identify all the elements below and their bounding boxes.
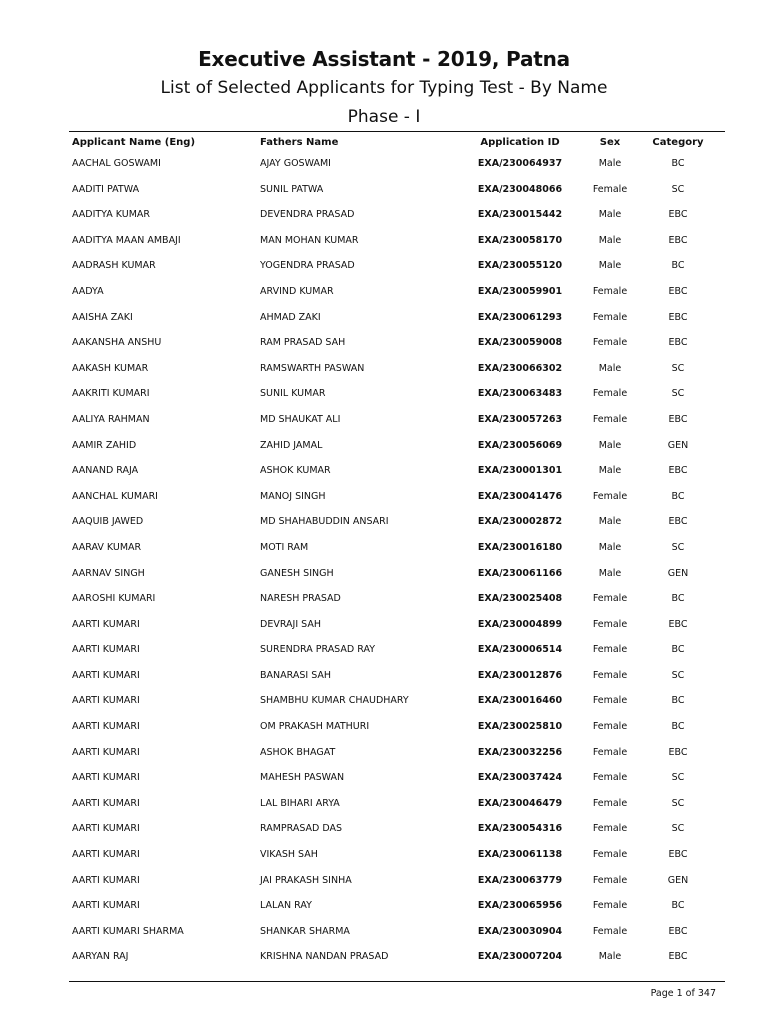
table-header bbox=[0, 137, 768, 151]
category-cell: SC bbox=[671, 669, 685, 681]
sex-cell: Female bbox=[592, 874, 628, 886]
fathers-name-cell: SHAMBHU KUMAR CHAUDHARY bbox=[260, 695, 409, 707]
table-row bbox=[0, 792, 768, 818]
application-id-cell: EXA/230004899 bbox=[477, 618, 563, 630]
category-cell: EBC bbox=[668, 746, 688, 758]
fathers-name-cell: SUNIL PATWA bbox=[260, 183, 324, 195]
applicant-name-cell: AAQUIB JAWED bbox=[72, 516, 144, 528]
table-row bbox=[0, 638, 768, 664]
applicant-name-cell: AARTI KUMARI bbox=[72, 823, 140, 835]
category-cell: GEN bbox=[667, 567, 689, 579]
category-cell: EBC bbox=[668, 413, 688, 425]
header-applicant-name: Applicant Name (Eng) bbox=[72, 137, 196, 148]
table-row bbox=[0, 331, 768, 357]
applicant-name-cell: AADITYA KUMAR bbox=[72, 209, 150, 221]
application-id-cell: EXA/230002872 bbox=[477, 516, 563, 528]
category-cell: BC bbox=[671, 900, 685, 912]
applicant-name-cell: AAMIR ZAHID bbox=[72, 439, 137, 451]
applicant-name-cell: AARTI KUMARI bbox=[72, 618, 140, 630]
application-id-cell: EXA/230012876 bbox=[477, 669, 563, 681]
application-id-cell: EXA/230016460 bbox=[477, 695, 563, 707]
fathers-name-cell: YOGENDRA PRASAD bbox=[260, 260, 355, 272]
applicant-name-cell: AARTI KUMARI bbox=[72, 669, 140, 681]
applicant-name-cell: AARNAV SINGH bbox=[72, 567, 145, 579]
fathers-name-cell: RAMSWARTH PASWAN bbox=[260, 362, 365, 374]
sex-cell: Female bbox=[592, 644, 628, 656]
applicant-name-cell: AARTI KUMARI SHARMA bbox=[72, 925, 184, 937]
application-id-cell: EXA/230061138 bbox=[477, 849, 563, 861]
category-cell: BC bbox=[671, 721, 685, 733]
table-row bbox=[0, 894, 768, 920]
fathers-name-cell: KRISHNA NANDAN PRASAD bbox=[260, 951, 389, 963]
category-cell: SC bbox=[671, 183, 685, 195]
application-id-cell: EXA/230046479 bbox=[477, 797, 563, 809]
header-category: Category bbox=[652, 137, 704, 148]
application-id-cell: EXA/230054316 bbox=[477, 823, 563, 835]
applicant-name-cell: AANAND RAJA bbox=[72, 465, 139, 477]
sex-cell: Female bbox=[592, 721, 628, 733]
table-row bbox=[0, 203, 768, 229]
category-cell: BC bbox=[671, 695, 685, 707]
applicant-name-cell: AARAV KUMAR bbox=[72, 541, 142, 553]
fathers-name-cell: DEVRAJI SAH bbox=[260, 618, 322, 630]
sex-cell: Male bbox=[598, 260, 622, 272]
sex-cell: Female bbox=[592, 669, 628, 681]
application-id-cell: EXA/230016180 bbox=[477, 541, 563, 553]
table-row bbox=[0, 715, 768, 741]
fathers-name-cell: ASHOK BHAGAT bbox=[260, 746, 336, 758]
category-cell: SC bbox=[671, 388, 685, 400]
applicant-name-cell: AARTI KUMARI bbox=[72, 695, 140, 707]
category-cell: BC bbox=[671, 644, 685, 656]
application-id-cell: EXA/230025810 bbox=[477, 721, 563, 733]
application-id-cell: EXA/230032256 bbox=[477, 746, 563, 758]
application-id-cell: EXA/230061293 bbox=[477, 311, 563, 323]
application-id-cell: EXA/230065956 bbox=[477, 900, 563, 912]
application-id-cell: EXA/230055120 bbox=[477, 260, 563, 272]
table-row bbox=[0, 306, 768, 332]
applicant-name-cell: AADYA bbox=[72, 285, 104, 297]
sex-cell: Female bbox=[592, 823, 628, 835]
category-cell: BC bbox=[671, 593, 685, 605]
sex-cell: Male bbox=[598, 465, 622, 477]
applicant-name-cell: AAKASH KUMAR bbox=[72, 362, 149, 374]
table-row bbox=[0, 945, 768, 971]
category-cell: EBC bbox=[668, 337, 688, 349]
application-id-cell: EXA/230057263 bbox=[477, 413, 563, 425]
category-cell: BC bbox=[671, 158, 685, 169]
fathers-name-cell: MAN MOHAN KUMAR bbox=[260, 234, 359, 246]
table-row bbox=[0, 920, 768, 946]
category-cell: SC bbox=[671, 772, 685, 784]
category-cell: EBC bbox=[668, 951, 688, 963]
table-row bbox=[0, 587, 768, 613]
table-row bbox=[0, 664, 768, 690]
sex-cell: Female bbox=[592, 285, 628, 297]
application-id-cell: EXA/230056069 bbox=[477, 439, 563, 451]
table-row bbox=[0, 689, 768, 715]
sex-cell: Female bbox=[592, 183, 628, 195]
applicant-table-body bbox=[0, 152, 768, 971]
category-cell: SC bbox=[671, 823, 685, 835]
sex-cell: Female bbox=[592, 925, 628, 937]
fathers-name-cell: MANOJ SINGH bbox=[260, 490, 326, 502]
applicant-name-cell: AAKRITI KUMARI bbox=[72, 388, 150, 400]
table-row bbox=[0, 254, 768, 280]
sex-cell: Female bbox=[592, 618, 628, 630]
table-row bbox=[0, 382, 768, 408]
page-number: Page 1 of 347 bbox=[650, 988, 716, 999]
fathers-name-cell: MD SHAUKAT ALI bbox=[260, 413, 341, 425]
application-id-cell: EXA/230001301 bbox=[477, 465, 563, 477]
application-id-cell: EXA/230041476 bbox=[477, 490, 563, 502]
application-id-cell: EXA/230037424 bbox=[477, 772, 563, 784]
document-title: Executive Assistant - 2019, Patna bbox=[198, 47, 570, 71]
category-cell: EBC bbox=[668, 618, 688, 630]
sex-cell: Male bbox=[598, 567, 622, 579]
category-cell: EBC bbox=[668, 465, 688, 477]
application-id-cell: EXA/230007204 bbox=[477, 951, 563, 963]
table-row bbox=[0, 229, 768, 255]
category-cell: EBC bbox=[668, 925, 688, 937]
applicant-name-cell: AARYAN RAJ bbox=[72, 951, 129, 963]
application-id-cell: EXA/230059008 bbox=[477, 337, 563, 349]
table-row bbox=[0, 408, 768, 434]
sex-cell: Female bbox=[592, 900, 628, 912]
application-id-cell: EXA/230025408 bbox=[477, 593, 563, 605]
applicant-name-cell: AARTI KUMARI bbox=[72, 721, 140, 733]
table-row bbox=[0, 152, 768, 178]
applicant-name-cell: AADRASH KUMAR bbox=[72, 260, 156, 272]
table-row bbox=[0, 562, 768, 588]
fathers-name-cell: SURENDRA PRASAD RAY bbox=[260, 644, 376, 656]
fathers-name-cell: LAL BIHARI ARYA bbox=[260, 797, 340, 809]
sex-cell: Male bbox=[598, 209, 622, 221]
sex-cell: Female bbox=[592, 388, 628, 400]
table-row bbox=[0, 613, 768, 639]
fathers-name-cell: MAHESH PASWAN bbox=[260, 772, 345, 784]
fathers-name-cell: LALAN RAY bbox=[260, 900, 312, 912]
category-cell: BC bbox=[671, 490, 685, 502]
fathers-name-cell: MOTI RAM bbox=[260, 541, 309, 553]
fathers-name-cell: MD SHAHABUDDIN ANSARI bbox=[260, 516, 389, 528]
document-subtitle: List of Selected Applicants for Typing Test - By Name bbox=[160, 78, 608, 98]
applicant-name-cell: AARTI KUMARI bbox=[72, 874, 140, 886]
category-cell: EBC bbox=[668, 285, 688, 297]
application-id-cell: EXA/230059901 bbox=[477, 285, 563, 297]
table-row bbox=[0, 459, 768, 485]
fathers-name-cell: RAMPRASAD DAS bbox=[260, 823, 343, 835]
table-row bbox=[0, 434, 768, 460]
table-row bbox=[0, 817, 768, 843]
category-cell: GEN bbox=[667, 439, 689, 451]
sex-cell: Female bbox=[592, 849, 628, 861]
category-cell: BC bbox=[671, 260, 685, 272]
fathers-name-cell: ARVIND KUMAR bbox=[260, 285, 334, 297]
fathers-name-cell: AHMAD ZAKI bbox=[260, 311, 321, 323]
fathers-name-cell: AJAY GOSWAMI bbox=[260, 158, 331, 169]
table-row bbox=[0, 178, 768, 204]
application-id-cell: EXA/230061166 bbox=[477, 567, 563, 579]
sex-cell: Male bbox=[598, 516, 622, 528]
applicant-name-cell: AANCHAL KUMARI bbox=[72, 490, 158, 502]
table-row bbox=[0, 766, 768, 792]
sex-cell: Male bbox=[598, 158, 622, 169]
applicant-name-cell: AARTI KUMARI bbox=[72, 900, 140, 912]
sex-cell: Male bbox=[598, 951, 622, 963]
application-id-cell: EXA/230064937 bbox=[477, 158, 563, 169]
category-cell: EBC bbox=[668, 311, 688, 323]
table-row bbox=[0, 485, 768, 511]
category-cell: SC bbox=[671, 362, 685, 374]
sex-cell: Male bbox=[598, 541, 622, 553]
application-id-cell: EXA/230066302 bbox=[477, 362, 563, 374]
table-row bbox=[0, 510, 768, 536]
applicant-name-cell: AARTI KUMARI bbox=[72, 797, 140, 809]
table-row bbox=[0, 843, 768, 869]
category-cell: EBC bbox=[668, 234, 688, 246]
applicant-name-cell: AACHAL GOSWAMI bbox=[72, 158, 161, 169]
category-cell: EBC bbox=[668, 516, 688, 528]
sex-cell: Female bbox=[592, 337, 628, 349]
fathers-name-cell: RAM PRASAD SAH bbox=[260, 337, 346, 349]
category-cell: EBC bbox=[668, 849, 688, 861]
applicant-name-cell: AADITYA MAAN AMBAJI bbox=[72, 234, 181, 246]
fathers-name-cell: DEVENDRA PRASAD bbox=[260, 209, 355, 221]
table-row bbox=[0, 536, 768, 562]
header-divider bbox=[69, 131, 725, 132]
fathers-name-cell: ASHOK KUMAR bbox=[260, 465, 331, 477]
fathers-name-cell: SUNIL KUMAR bbox=[260, 388, 326, 400]
applicant-name-cell: AALIYA RAHMAN bbox=[72, 413, 150, 425]
header-fathers-name: Fathers Name bbox=[260, 137, 339, 148]
table-row bbox=[0, 357, 768, 383]
sex-cell: Female bbox=[592, 746, 628, 758]
footer-divider bbox=[69, 981, 725, 982]
fathers-name-cell: ZAHID JAMAL bbox=[260, 439, 323, 451]
applicant-name-cell: AARTI KUMARI bbox=[72, 746, 140, 758]
application-id-cell: EXA/230058170 bbox=[477, 234, 563, 246]
sex-cell: Female bbox=[592, 593, 628, 605]
fathers-name-cell: OM PRAKASH MATHURI bbox=[260, 721, 370, 733]
fathers-name-cell: GANESH SINGH bbox=[260, 567, 334, 579]
sex-cell: Female bbox=[592, 695, 628, 707]
sex-cell: Female bbox=[592, 797, 628, 809]
fathers-name-cell: BANARASI SAH bbox=[260, 669, 332, 681]
fathers-name-cell: JAI PRAKASH SINHA bbox=[260, 874, 352, 886]
applicant-name-cell: AAROSHI KUMARI bbox=[72, 593, 156, 605]
sex-cell: Female bbox=[592, 490, 628, 502]
applicant-name-cell: AAISHA ZAKI bbox=[72, 311, 133, 323]
table-row bbox=[0, 280, 768, 306]
category-cell: SC bbox=[671, 541, 685, 553]
application-id-cell: EXA/230048066 bbox=[477, 183, 563, 195]
category-cell: EBC bbox=[668, 209, 688, 221]
applicant-name-cell: AADITI PATWA bbox=[72, 183, 140, 195]
sex-cell: Male bbox=[598, 234, 622, 246]
header-application-id: Application ID bbox=[480, 137, 560, 148]
fathers-name-cell: NARESH PRASAD bbox=[260, 593, 341, 605]
applicant-name-cell: AARTI KUMARI bbox=[72, 644, 140, 656]
application-id-cell: EXA/230063779 bbox=[477, 874, 563, 886]
sex-cell: Male bbox=[598, 439, 622, 451]
sex-cell: Female bbox=[592, 311, 628, 323]
sex-cell: Male bbox=[598, 362, 622, 374]
applicant-name-cell: AARTI KUMARI bbox=[72, 772, 140, 784]
application-id-cell: EXA/230006514 bbox=[477, 644, 563, 656]
category-cell: SC bbox=[671, 797, 685, 809]
application-id-cell: EXA/230063483 bbox=[477, 388, 563, 400]
table-row bbox=[0, 741, 768, 767]
application-id-cell: EXA/230015442 bbox=[477, 209, 563, 221]
phase-label: Phase - I bbox=[347, 107, 421, 127]
header-sex: Sex bbox=[599, 137, 621, 148]
application-id-cell: EXA/230030904 bbox=[477, 925, 563, 937]
category-cell: GEN bbox=[667, 874, 689, 886]
applicant-name-cell: AARTI KUMARI bbox=[72, 849, 140, 861]
fathers-name-cell: VIKASH SAH bbox=[260, 849, 318, 861]
fathers-name-cell: SHANKAR SHARMA bbox=[260, 925, 350, 937]
sex-cell: Female bbox=[592, 772, 628, 784]
applicant-name-cell: AAKANSHA ANSHU bbox=[72, 337, 162, 349]
table-row bbox=[0, 869, 768, 895]
sex-cell: Female bbox=[592, 413, 628, 425]
